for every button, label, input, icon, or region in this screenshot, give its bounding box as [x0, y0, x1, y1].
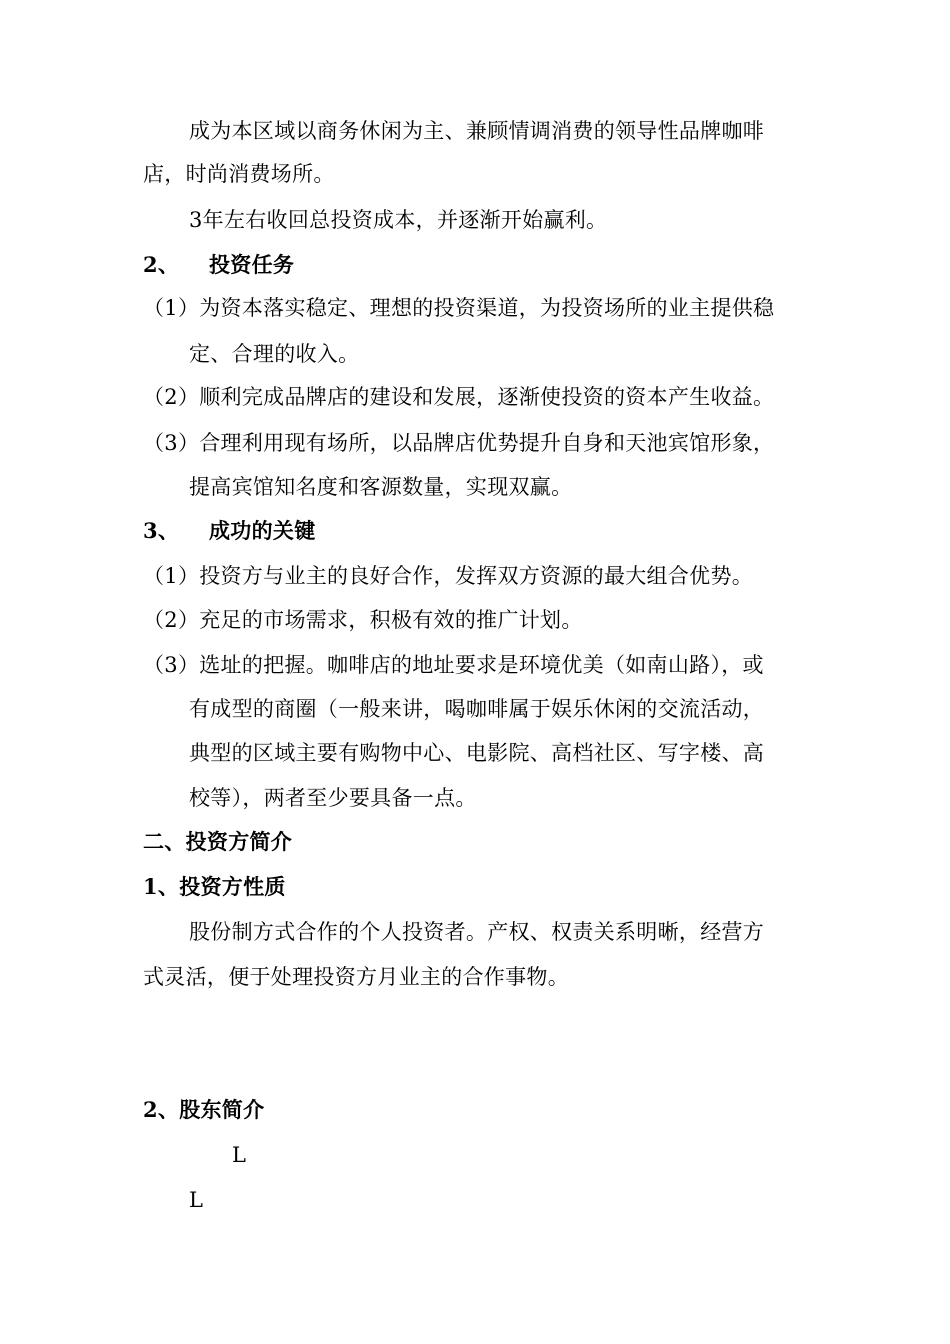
key-item-1: （1）投资方与业主的良好合作，发挥双方资源的最大组合优势。 [143, 564, 754, 588]
return-paragraph: 3年左右收回总投资成本，并逐渐开始赢利。 [189, 208, 608, 232]
task-item-1-line-2: 定、合理的收入。 [189, 342, 360, 366]
heading-title: 成功的关键 [209, 518, 316, 543]
chapter-heading-investor-intro: 二、投资方简介 [143, 829, 293, 854]
key-item-2: （2）充足的市场需求，积极有效的推广计划。 [143, 608, 583, 632]
task-item-3-line-2: 提高宾馆知名度和客源数量，实现双赢。 [189, 475, 573, 499]
investor-nature-line-1: 股份制方式合作的个人投资者。产权、权责关系明晰，经营方 [189, 920, 765, 944]
heading-investment-tasks [143, 250, 294, 280]
heading-number: 2、 [143, 252, 180, 277]
heading-title: 投资任务 [209, 252, 295, 277]
heading-shareholders: 2、股东简介 [143, 1097, 265, 1122]
key-item-3-line-4: 校等），两者至少要具备一点。 [189, 786, 477, 810]
key-item-3-line-1: （3）选址的把握。咖啡店的地址要求是环境优美（如南山路），或 [143, 653, 764, 677]
shareholder-mark-1: L [232, 1143, 247, 1167]
task-item-2: （2）顺利完成品牌店的建设和发展，逐渐使投资的资本产生收益。 [143, 385, 775, 409]
shareholder-mark-2: L [189, 1188, 204, 1212]
key-item-3-line-3: 典型的区域主要有购物中心、电影院、高档社区、写字楼、高 [189, 741, 765, 765]
investor-nature-line-2: 式灵活，便于处理投资方月业主的合作事物。 [143, 965, 569, 989]
task-item-3-line-1: （3）合理利用现有场所，以品牌店优势提升自身和天池宾馆形象， [143, 431, 775, 455]
heading-key-success [143, 516, 316, 546]
goal-paragraph-line-1: 成为本区域以商务休闲为主、兼顾情调消费的领导性品牌咖啡 [189, 119, 765, 143]
task-item-1-line-1: （1）为资本落实稳定、理想的投资渠道，为投资场所的业主提供稳 [143, 296, 775, 320]
heading-number: 3、 [143, 518, 180, 543]
key-item-3-line-2: 有成型的商圈（一般来讲，喝咖啡属于娱乐休闲的交流活动， [189, 697, 765, 721]
heading-investor-nature: 1、投资方性质 [143, 874, 286, 899]
goal-paragraph-line-2: 店，时尚消费场所。 [143, 162, 335, 186]
